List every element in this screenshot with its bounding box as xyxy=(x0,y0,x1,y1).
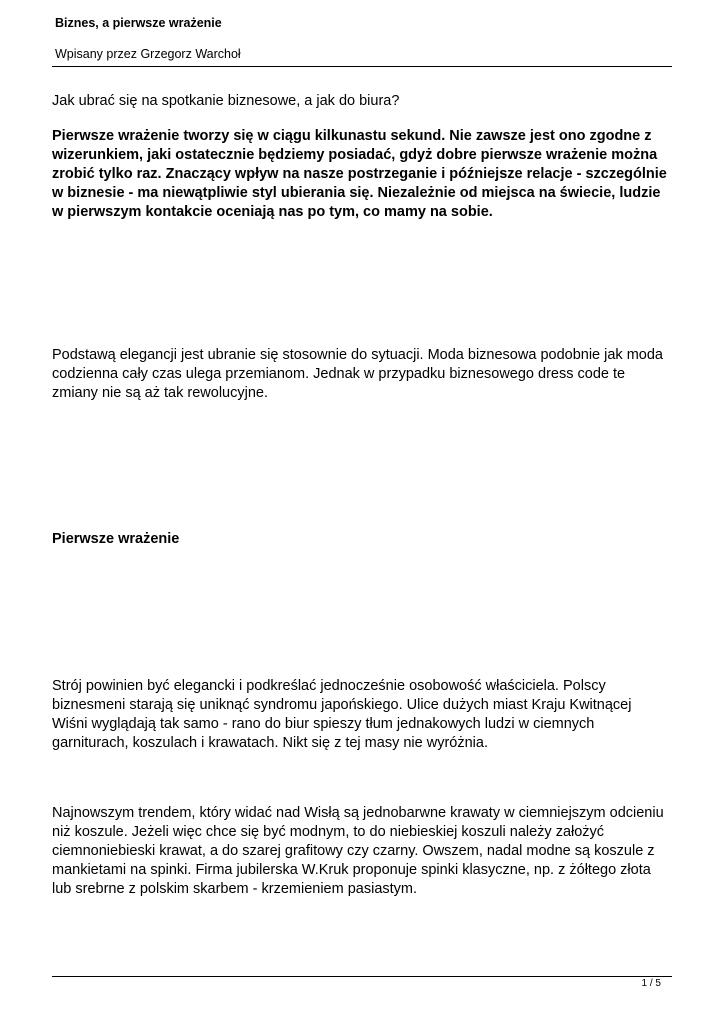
elegance-paragraph xyxy=(52,346,676,403)
page-header-title: Biznes, a pierwsze wrażenie xyxy=(55,16,222,30)
trend-paragraph xyxy=(52,804,676,899)
outfit-paragraph-line: Strój powinien być elegancki i podkreślać jednocześnie osobowość właściciela. Polscy xyxy=(52,678,606,694)
page-number: 1 / 5 xyxy=(641,978,661,989)
outfit-paragraph xyxy=(52,677,676,753)
trend-paragraph-line: mankietami na spinki. Firma jubilerska W.Kruk proponuje spinki klasyczne, np. z żółtego złota xyxy=(52,862,651,878)
page-header-author: Wpisany przez Grzegorz Warchoł xyxy=(55,47,241,61)
lead-paragraph xyxy=(52,127,676,222)
lead-paragraph-line: w pierwszym kontakcie oceniają nas po tym, co mamy na sobie. xyxy=(52,204,493,220)
lead-paragraph-line: w biznesie - ma niewątpliwie styl ubierania się. Niezależnie od miejsca na świecie, ludzie xyxy=(52,185,661,201)
lead-paragraph-line: zrobić tylko raz. Znaczący wpływ na nasze postrzeganie i późniejsze relacje - szczególnie xyxy=(52,166,667,182)
trend-paragraph-line: Najnowszym trendem, który widać nad Wisłą są jednobarwne krawaty w ciemniejszym odcieniu xyxy=(52,805,664,821)
lead-paragraph-line: wizerunkiem, jaki ostatecznie będziemy posiadać, gdyż dobre pierwsze wrażenie można xyxy=(52,147,658,163)
trend-paragraph-line: ciemnoniebieski krawat, a do szarej grafitowy czy czarny. Owszem, nadal modne są koszule z xyxy=(52,843,655,859)
intro-question: Jak ubrać się na spotkanie biznesowe, a jak do biura? xyxy=(52,93,400,109)
header-divider xyxy=(52,66,672,67)
trend-paragraph-line: niż koszule. Jeżeli więc chce się być modnym, to do niebieskiej koszuli należy założyć xyxy=(52,824,605,840)
outfit-paragraph-line: garniturach, koszulach i krawatach. Nikt się z tej masy nie wyróżnia. xyxy=(52,735,488,751)
section-heading: Pierwsze wrażenie xyxy=(52,531,180,547)
outfit-paragraph-line: biznesmeni starają się uniknąć syndromu japońskiego. Ulice dużych miast Kraju Kwitnącej xyxy=(52,697,632,713)
lead-paragraph-line: Pierwsze wrażenie tworzy się w ciągu kilkunastu sekund. Nie zawsze jest ono zgodne z xyxy=(52,128,652,144)
elegance-paragraph-line: codzienna cały czas ulega przemianom. Jednak w przypadku biznesowego dress code te xyxy=(52,366,626,382)
trend-paragraph-line: lub srebrne z polskim skarbem - krzemieniem pasiastym. xyxy=(52,881,418,897)
elegance-paragraph-line: Podstawą elegancji jest ubranie się stosownie do sytuacji. Moda biznesowa podobnie jak moda xyxy=(52,347,663,363)
footer-divider xyxy=(52,976,672,977)
outfit-paragraph-line: Wiśni wyglądają tak samo - rano do biur spieszy tłum jednakowych ludzi w ciemnych xyxy=(52,716,595,732)
elegance-paragraph-line: zmiany nie są aż tak rewolucyjne. xyxy=(52,385,268,401)
